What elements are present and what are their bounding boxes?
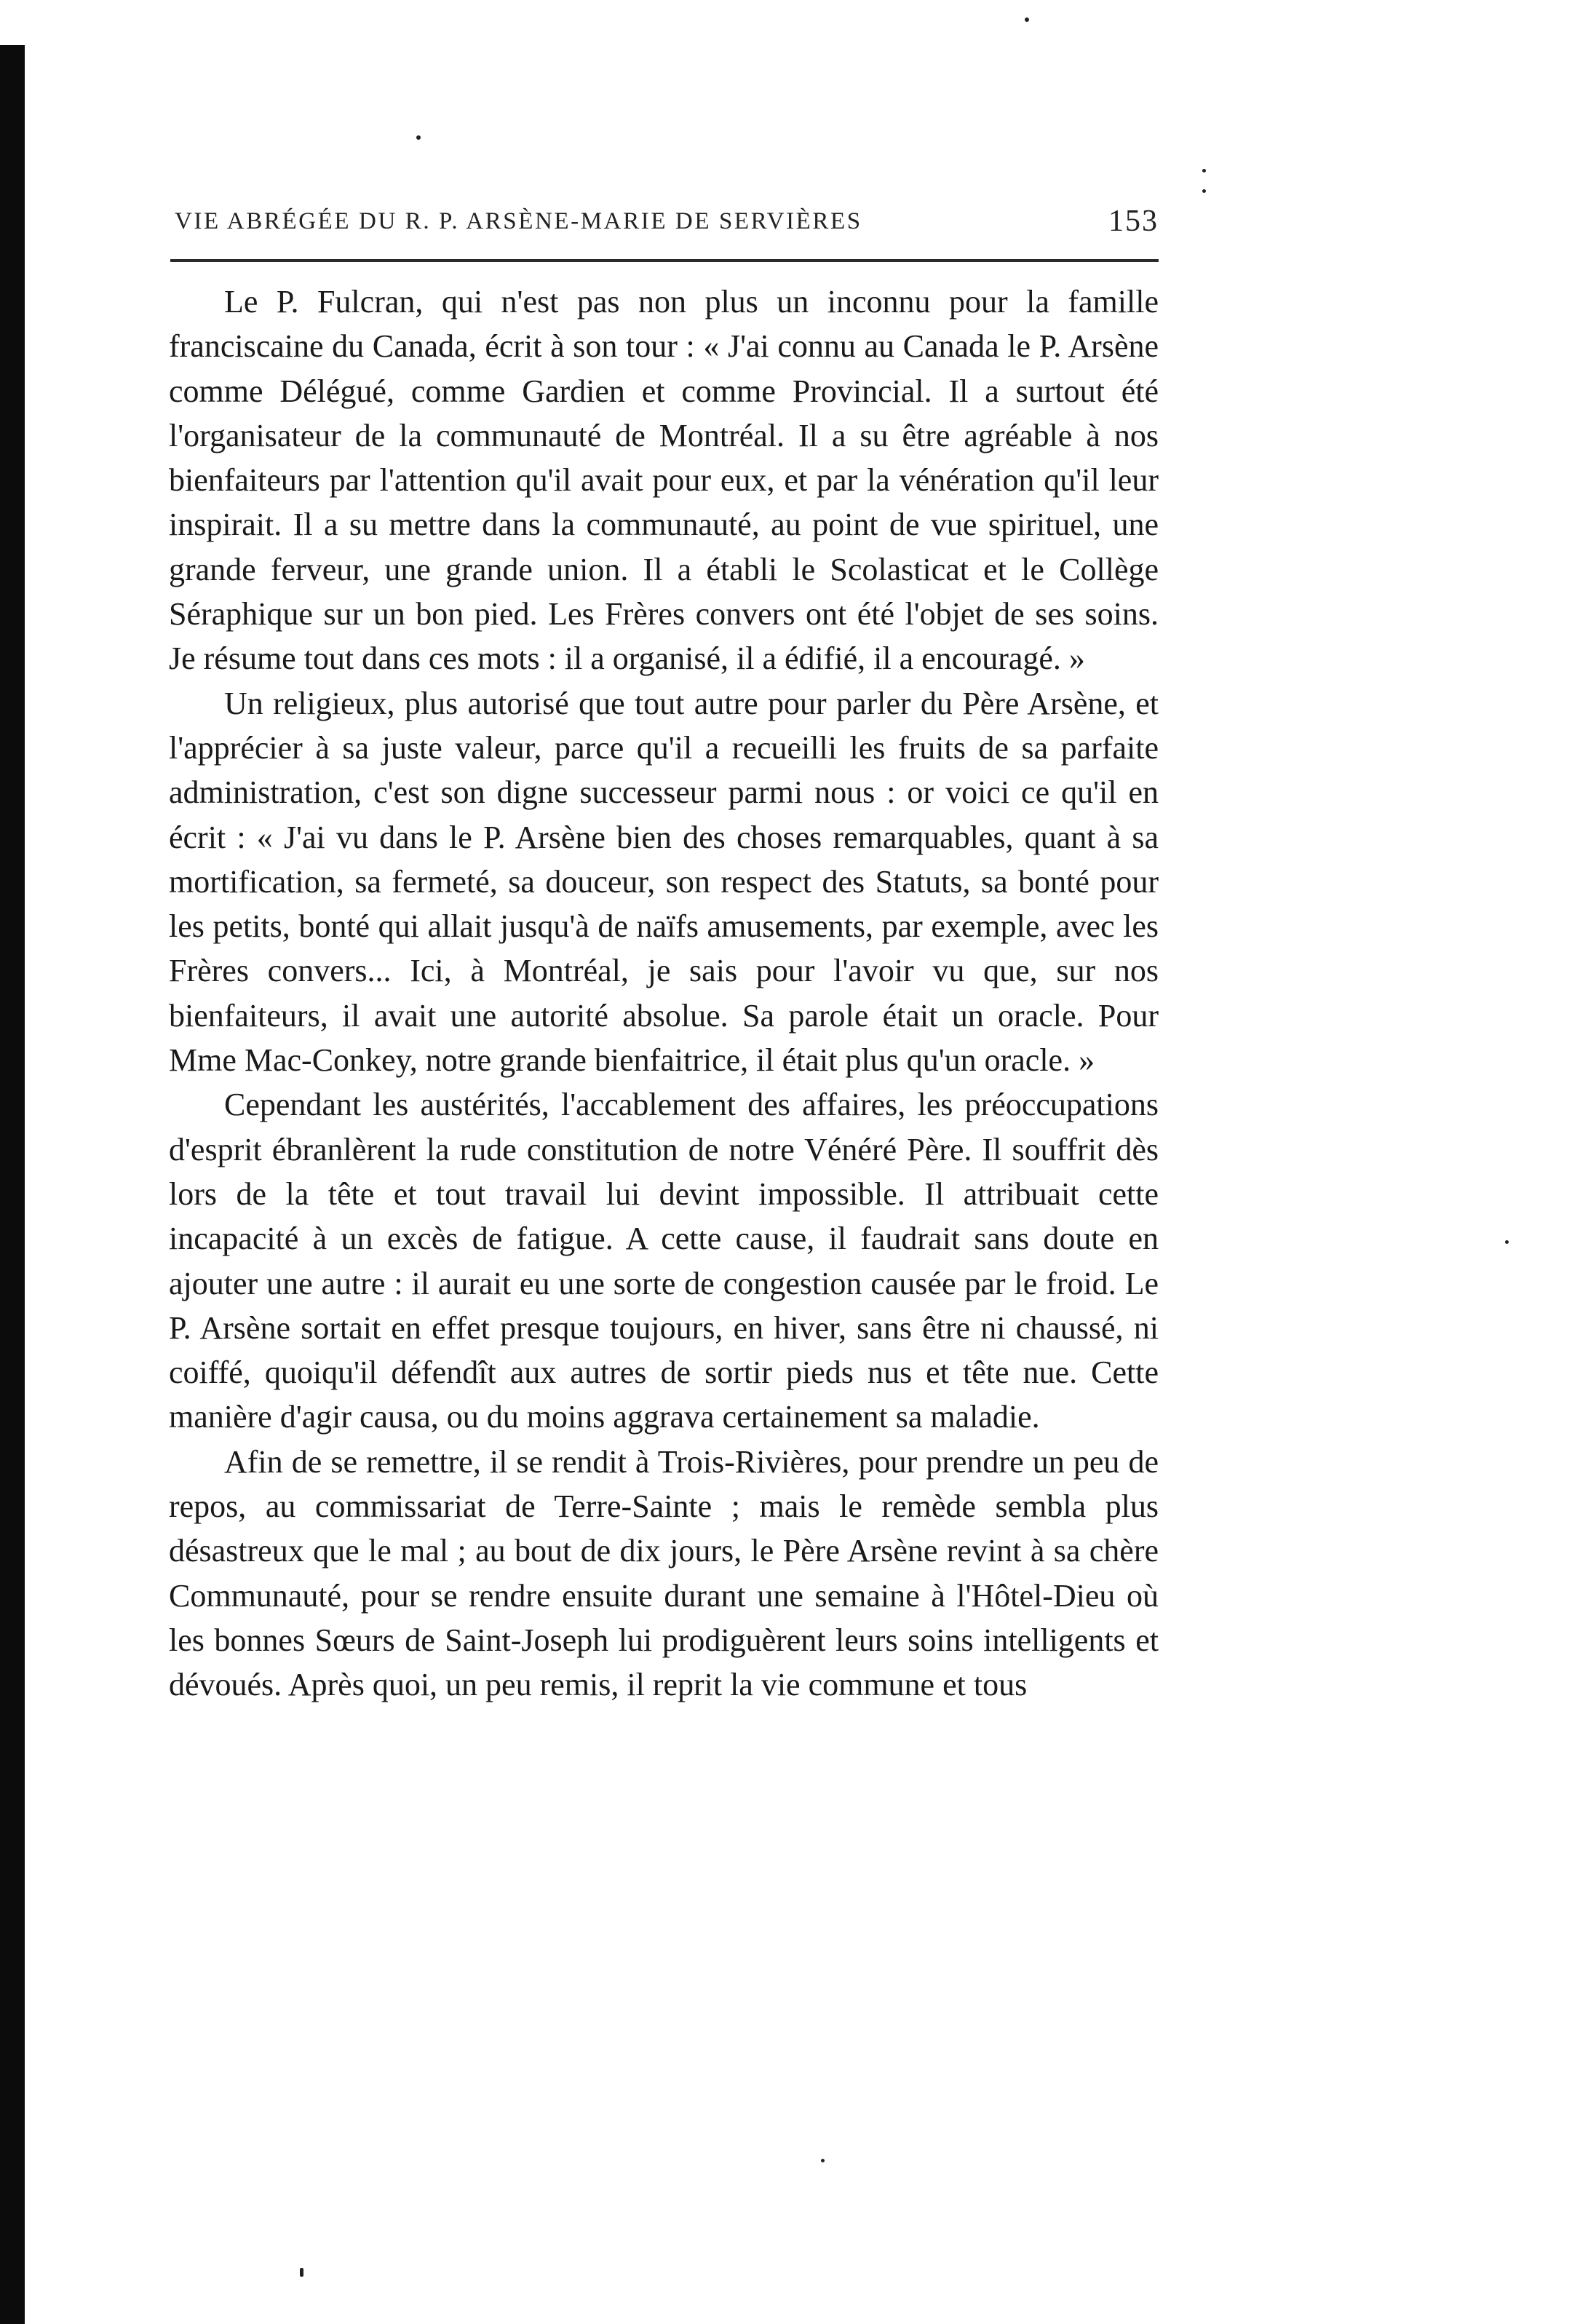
paragraph-fulcran-testimony: Le P. Fulcran, qui n'est pas non plus un inconnu pour la famille franciscaine du Canada, écrit à son tour : « J'ai connu au Canada le P. Arsène comme Délégué, comme Gardien et comme Provincial. Il a surtout été l'organisateur de la communauté de Montréal. Il a su être agréable à nos bienfaiteurs par l'attention qu'il avait pour eux, et par la vénération qu'il leur inspirait. Il a su mettre dans la communauté, au point de vue spirituel, une grande ferveur, une grande union. Il a établi le Scolasticat et le Collège Séraphique sur un bon pied. Les Frères convers ont été l'objet de ses soins. Je résume tout dans ces mots : il a organisé, il a édifié, il a encouragé. » [169, 284, 1159, 677]
paragraph-illness: Cependant les austérités, l'accablement des affaires, les préoccupations d'esprit ébranlèrent la rude constitution de notre Vénéré Père. Il souffrit dès lors de la tête et tout travail lui devint impossible. Il attribuait cette incapacité à un excès de fatigue. A cette cause, il faudrait sans doute en ajouter une autre : il aurait eu une sorte de congestion causée par le froid. Le P. Arsène sortait en effet presque toujours, en hiver, sans être ni chaussé, ni coiffé, quoiqu'il défendît aux autres de sortir pieds nus et tête nue. Cette manière d'agir causa, ou du moins aggrava certainement sa maladie. [169, 1087, 1159, 1435]
running-title: VIE ABRÉGÉE DU R. P. ARSÈNE-MARIE DE SERVIÈRES [175, 208, 862, 234]
header-rule [170, 259, 1159, 262]
page-number: 153 [1108, 205, 1159, 238]
book-spine-shadow [0, 45, 25, 2324]
scan-speck [1025, 17, 1029, 22]
scan-speck [1505, 1240, 1509, 1244]
scan-speck [1202, 189, 1206, 193]
paragraph-trois-rivieres: Afin de se remettre, il se rendit à Trois-Rivières, pour prendre un peu de repos, au commissariat de Terre-Sainte ; mais le remède sembla plus désastreux que le mal ; au bout de dix jours, le Père Arsène revint à sa chère Communauté, pour se rendre ensuite durant une semaine à l'Hôtel-Dieu où les bonnes Sœurs de Saint-Joseph lui prodiguèrent leurs soins intelligents et dévoués. Après quoi, un peu remis, il reprit la vie commune et tous [169, 1443, 1159, 1703]
book-page [169, 189, 1159, 1708]
body-text [169, 279, 1159, 1708]
scan-speck [416, 135, 421, 140]
paragraph-successor-testimony: Un religieux, plus autorisé que tout autre pour parler du Père Arsène, et l'apprécier à sa juste valeur, parce qu'il a recueilli les fruits de sa parfaite administration, c'est son digne successeur parmi nous : or voici ce qu'il en écrit : « J'ai vu dans le P. Arsène bien des choses remarquables, quant à sa mortification, sa fermeté, sa douceur, son respect des Statuts, sa bonté pour les petits, bonté qui allait jusqu'à de naïfs amusements, par exemple, avec les Frères convers... Ici, à Montréal, je sais pour l'avoir vu que, sur nos bienfaiteurs, il avait une autorité absolue. Sa parole était un oracle. Pour Mme Mac-Conkey, notre grande bienfaitrice, il était plus qu'un oracle. » [169, 685, 1159, 1079]
scan-speck [821, 2159, 825, 2162]
page-header [169, 189, 1159, 246]
scan-speck [1202, 169, 1206, 172]
scan-speck [300, 2268, 303, 2277]
